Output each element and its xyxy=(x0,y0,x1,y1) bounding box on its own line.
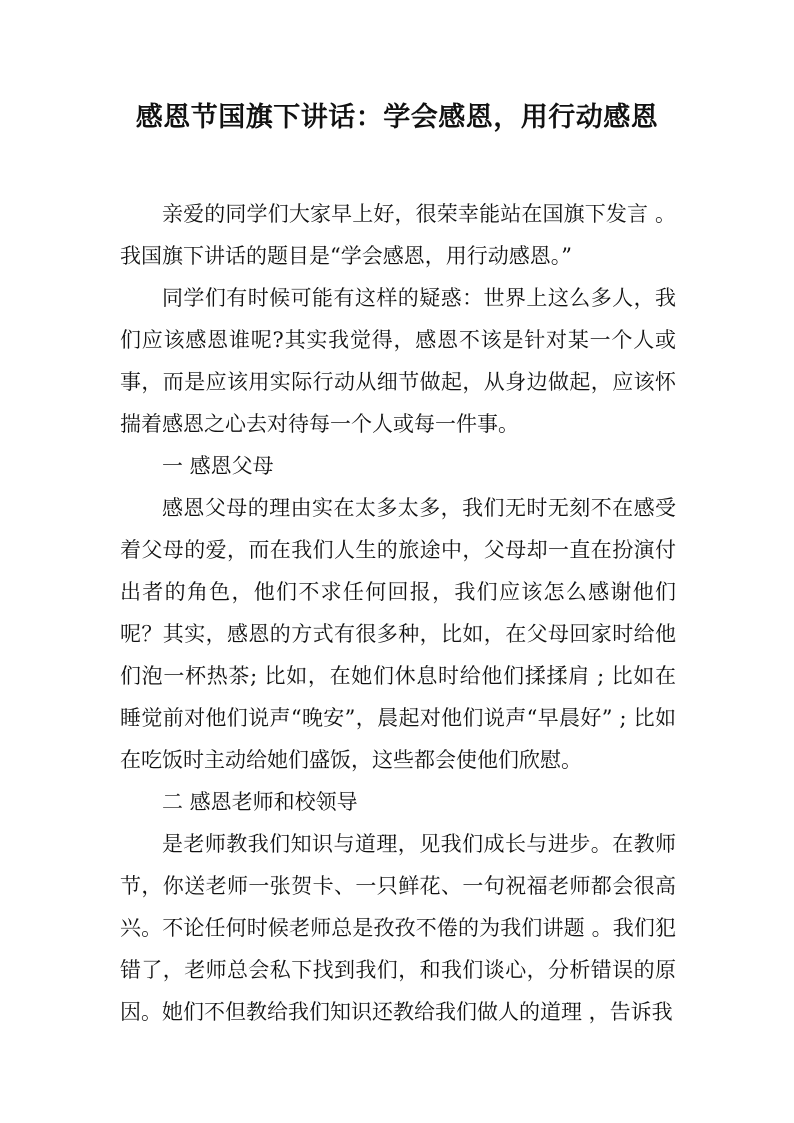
paragraph-intro: 同学们有时候可能有这样的疑惑：世界上这么多人，我们应该感恩谁呢?其实我觉得，感恩不该是针对某一个人或事，而是应该用实际行动从细节做起，从身边做起，应该怀揣着感恩之心去对待每一个人或每一件事。 xyxy=(120,286,676,436)
document-title: 感恩节国旗下讲话：学会感恩，用行动感恩 xyxy=(135,102,659,133)
section-heading-teachers: 二 感恩老师和校领导 xyxy=(162,790,358,814)
document-body xyxy=(120,193,676,1033)
paragraph-teachers: 是老师教我们知识与道理，见我们成长与进步。在教师节，你送老师一张贺卡、一只鲜花、一句祝福老师都会很高兴。不论任何时候老师总是孜孜不倦的为我们讲题 。我们犯错了，老师总会私下找到我们，和我们谈心，分析错误的原因。她们不但教给我们知识还教给我们做人的道理 ，告诉我 xyxy=(120,832,676,1024)
paragraph-parents: 感恩父母的理由实在太多太多，我们无时无刻不在感受着父母的爱，而在我们人生的旅途中，父母却一直在扮演付出者的角色，他们不求任何回报，我们应该怎么感谢他们呢？其实，感恩的方式有很多种，比如，在父母回家时给他们泡一杯热茶; 比如，在她们休息时给他们揉揉肩 ; 比如在睡觉前对他们说声“晚安”，晨起对他们说声“早晨好” ; 比如在吃饭时主动给她们盛饭，这些都会使他们欣慰。 xyxy=(120,496,676,772)
section-heading-parents: 一 感恩父母 xyxy=(162,454,274,478)
paragraph-greeting: 亲爱的同学们大家早上好，很荣幸能站在国旗下发言 。我国旗下讲话的题目是“学会感恩，用行动感恩。” xyxy=(120,202,676,268)
